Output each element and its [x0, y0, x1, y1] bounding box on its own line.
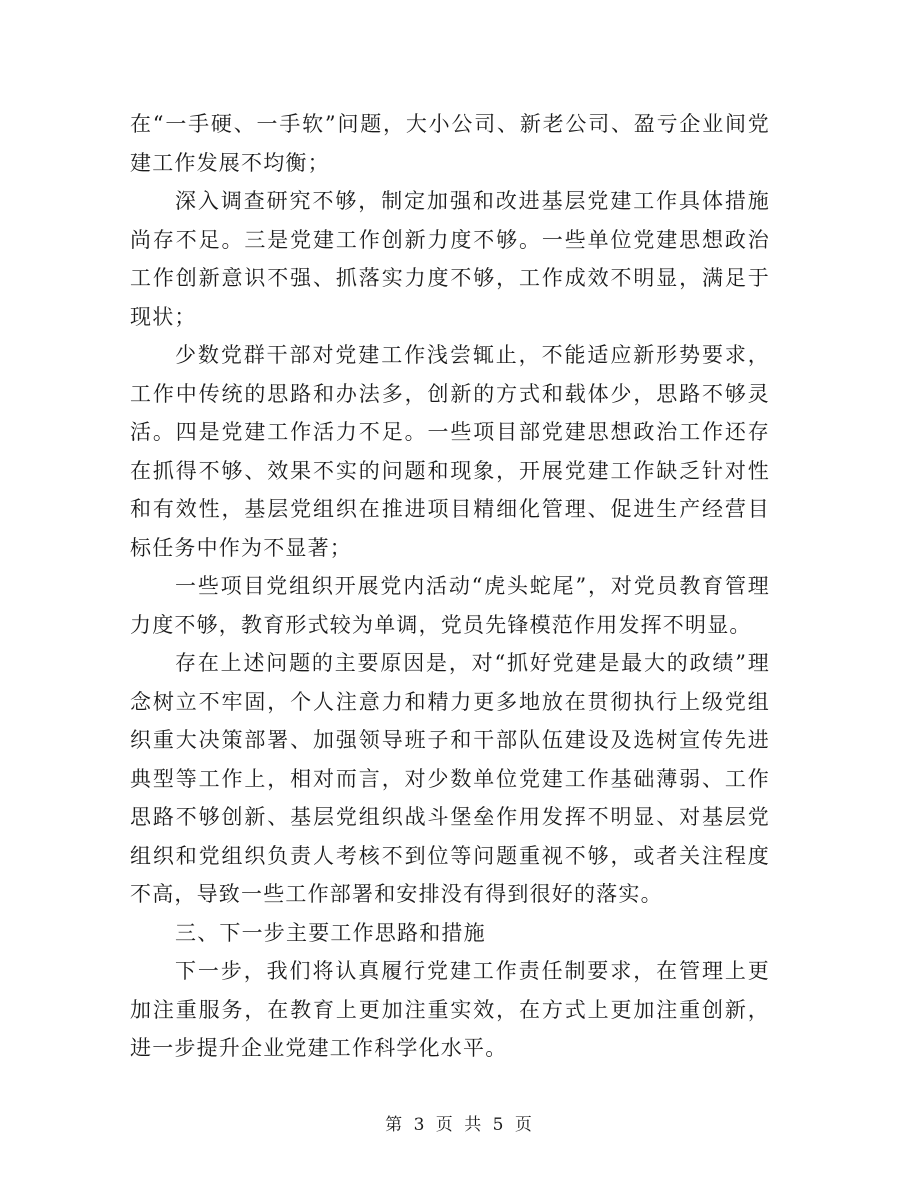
paragraph-5: 存在上述问题的主要原因是，对“抓好党建是最大的政绩”理念树立不牢固，个人注意力和精力更多地放在贯彻执行上级党组织重大决策部署、加强领导班子和干部队伍建设及选树宣传先进典型等工作上，相对而言，对少数单位党建工作基础薄弱、工作思路不够创新、基层党组织战斗堡垒作用发挥不明显、对基层党组织和党组织负责人考核不到位等问题重视不够，或者关注程度不高，导致一些工作部署和安排没有得到很好的落实。 — [130, 651, 770, 906]
paragraph-7: 下一步，我们将认真履行党建工作责任制要求，在管理上更加注重服务，在教育上更加注重实效，在方式上更加注重创新，进一步提升企业党建工作科学化水平。 — [130, 959, 770, 1060]
paragraph-3: 少数党群干部对党建工作浅尝辄止，不能适应新形势要求，工作中传统的思路和办法多，创新的方式和载体少，思路不够灵活。四是党建工作活力不足。一些项目部党建思想政治工作还存在抓得不够、效果不实的问题和现象，开展党建工作缺乏针对性和有效性，基层党组织在推进项目精细化管理、促进生产经营目标任务中作为不显著； — [130, 343, 770, 560]
paragraph-2: 深入调查研究不够，制定加强和改进基层党建工作具体措施尚存不足。三是党建工作创新力度不够。一些单位党建思想政治工作创新意识不强、抓落实力度不够，工作成效不明显，满足于现状； — [130, 189, 770, 329]
paragraph-1: 在“一手硬、一手软”问题，大小公司、新老公司、盈亏企业间党建工作发展不均衡； — [130, 112, 770, 175]
page-number-footer: 第 3 页 共 5 页 — [385, 1115, 535, 1135]
paragraph-4: 一些项目党组织开展党内活动“虎头蛇尾”，对党员教育管理力度不够，教育形式较为单调，党员先锋模范作用发挥不明显。 — [130, 574, 770, 637]
document-body — [130, 105, 770, 1068]
section-heading: 三、下一步主要工作思路和措施 — [175, 920, 486, 945]
